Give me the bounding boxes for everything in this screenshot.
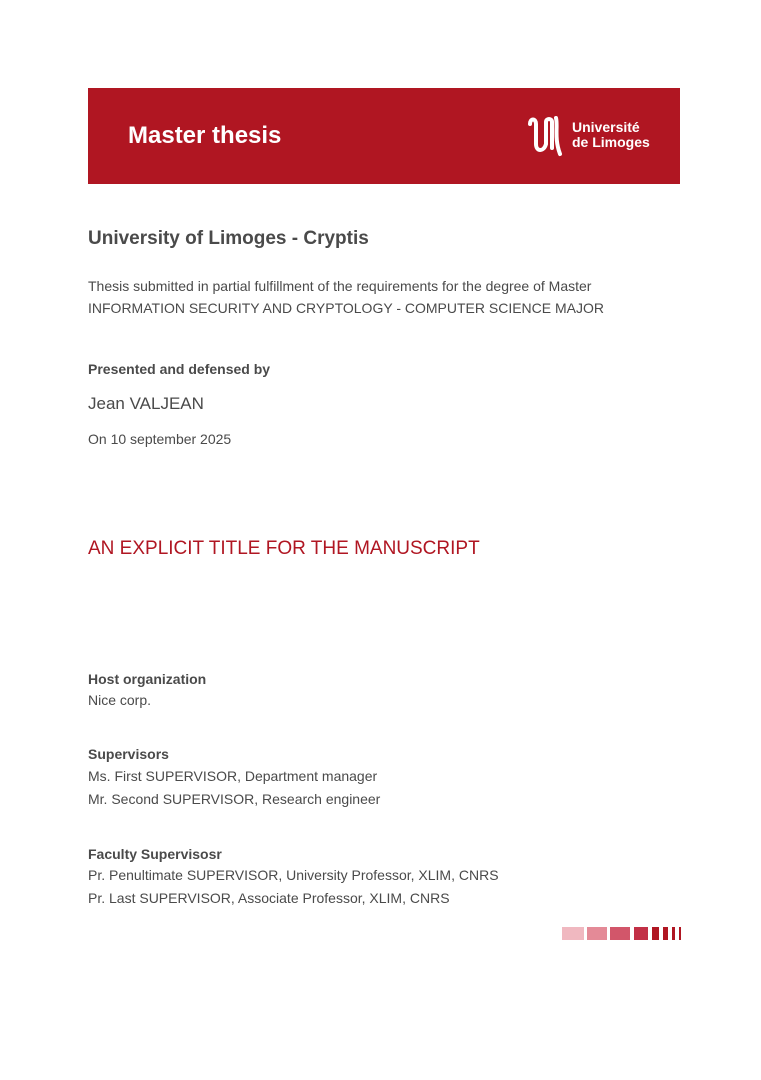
faculty-supervisors-label: Faculty Supervisosr <box>88 846 222 862</box>
decorative-bar <box>634 927 648 940</box>
supervisors-label: Supervisors <box>88 746 169 762</box>
decorative-bar <box>610 927 630 940</box>
header-banner <box>88 88 680 184</box>
logo-text <box>572 120 650 150</box>
decorative-bar <box>587 927 607 940</box>
logo-text-line2: de Limoges <box>572 134 650 150</box>
defense-date: On 10 september 2025 <box>88 431 232 447</box>
decorative-bar <box>562 927 584 940</box>
document-type-title: Master thesis <box>128 122 282 149</box>
faculty-supervisor-item: Pr. Penultimate SUPERVISOR, University Professor, XLIM, CNRS <box>88 867 499 883</box>
faculty-supervisor-item: Pr. Last SUPERVISOR, Associate Professor, XLIM, CNRS <box>88 890 450 906</box>
decorative-bar <box>652 927 659 940</box>
decorative-bar <box>672 927 675 940</box>
logo-text-line1: Université <box>572 119 640 135</box>
university-name: University of Limoges - Cryptis <box>88 228 369 249</box>
supervisor-item: Ms. First SUPERVISOR, Department manager <box>88 768 378 784</box>
presented-label: Presented and defensed by <box>88 361 271 377</box>
decorative-bar-strip <box>562 927 682 940</box>
universite-de-limoges-logo-icon <box>524 114 568 158</box>
author-name: Jean VALJEAN <box>88 394 204 413</box>
host-organization-name: Nice corp. <box>88 692 152 708</box>
manuscript-title: AN EXPLICIT TITLE FOR THE MANUSCRIPT <box>88 538 480 559</box>
decorative-bar <box>663 927 668 940</box>
degree-program: INFORMATION SECURITY AND CRYPTOLOGY - COMPUTER SCIENCE MAJOR <box>88 300 604 316</box>
university-logo <box>524 114 664 158</box>
host-organization-label: Host organization <box>88 671 207 687</box>
supervisor-item: Mr. Second SUPERVISOR, Research engineer <box>88 791 381 807</box>
decorative-bar <box>679 927 681 940</box>
submission-statement: Thesis submitted in partial fulfillment of the requirements for the degree of Master <box>88 278 592 294</box>
